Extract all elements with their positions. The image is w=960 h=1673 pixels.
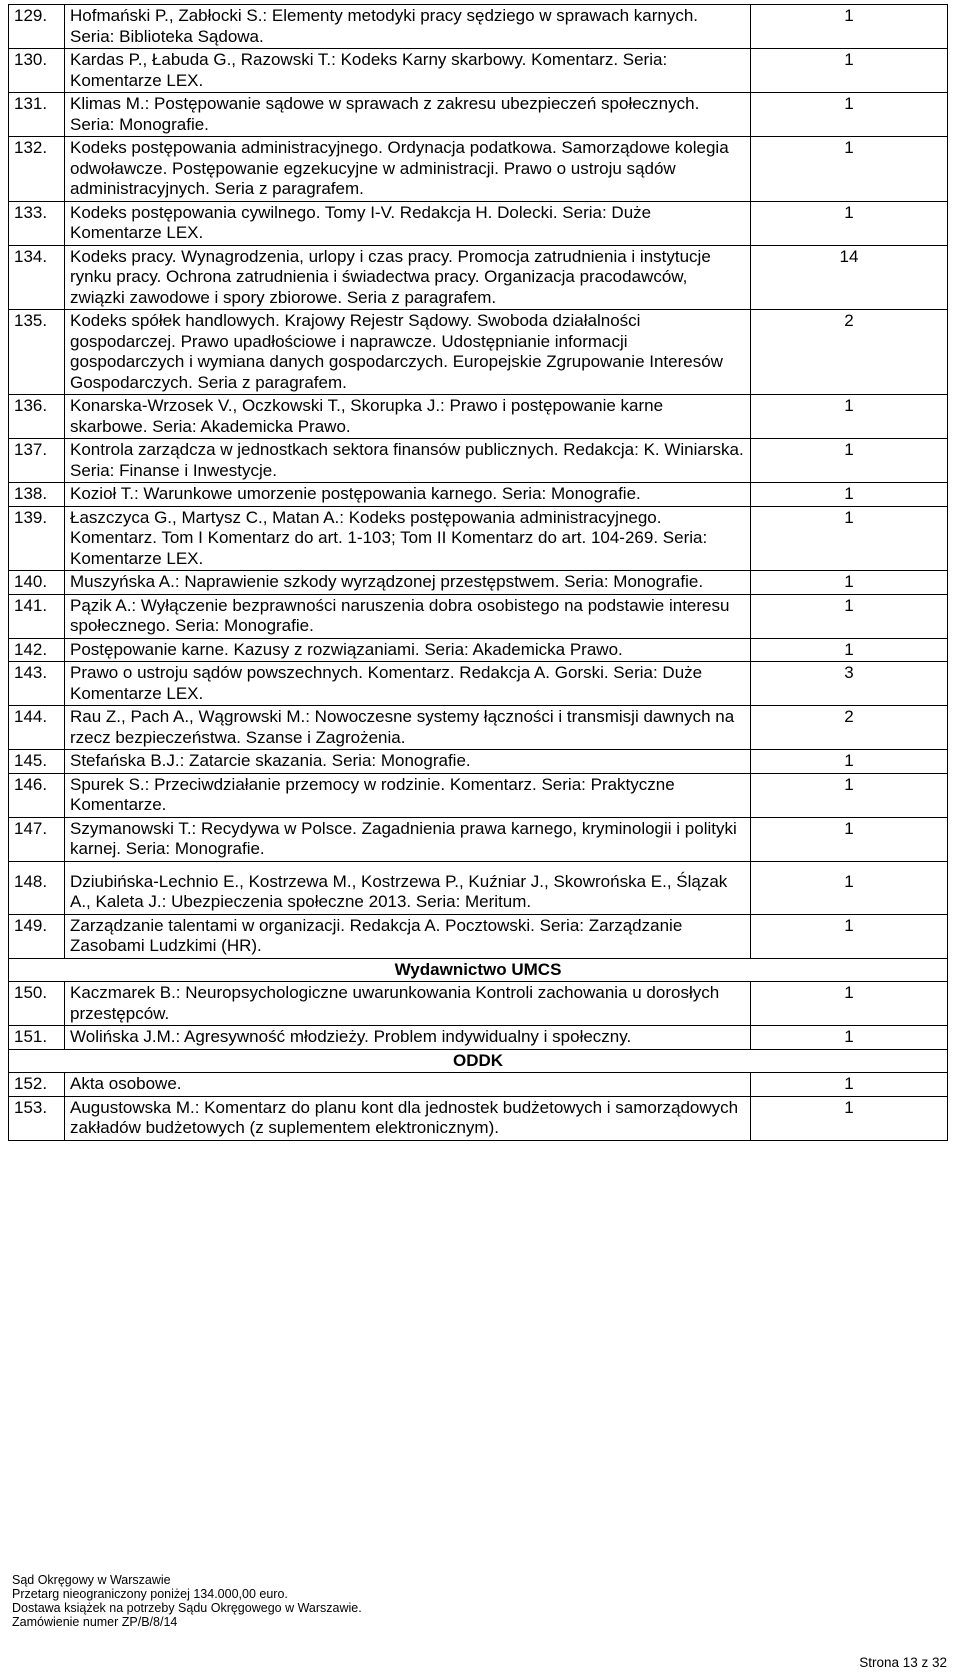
book-title: Dziubińska-Lechnio E., Kostrzewa M., Kostrzewa P., Kuźniar J., Skowrońska E., Ślązak A., Kaleta J.: Ubezpieczenia społeczne 2013. Seria: Meritum. <box>65 861 751 914</box>
table-row <box>9 483 948 507</box>
row-number: 135. <box>9 310 65 395</box>
quantity: 1 <box>751 439 948 483</box>
book-title: Prawo o ustroju sądów powszechnych. Komentarz. Redakcja A. Gorski. Seria: Duże Komentarze LEX. <box>65 662 751 706</box>
quantity: 1 <box>751 914 948 958</box>
footer-court-name: Sąd Okręgowy w Warszawie <box>12 1573 171 1587</box>
table-row <box>9 137 948 202</box>
table-row <box>9 571 948 595</box>
book-title: Kaczmarek B.: Neuropsychologiczne uwarunkowania Kontroli zachowania u dorosłych przestępców. <box>65 982 751 1026</box>
row-number: 146. <box>9 773 65 817</box>
book-title: Szymanowski T.: Recydywa w Polsce. Zagadnienia prawa karnego, kryminologii i polityki karnej. Seria: Monografie. <box>65 817 751 861</box>
row-number: 141. <box>9 594 65 638</box>
table-row <box>9 310 948 395</box>
section-row <box>9 958 948 982</box>
row-number: 152. <box>9 1073 65 1097</box>
book-title: Pązik A.: Wyłączenie bezprawności naruszenia dobra osobistego na podstawie interesu społecznego. Seria: Monografie. <box>65 594 751 638</box>
book-title: Kodeks postępowania cywilnego. Tomy I-V. Redakcja H. Dolecki. Seria: Duże Komentarze LEX. <box>65 201 751 245</box>
page-number: Strona 13 z 32 <box>859 1655 947 1670</box>
footer-delivery-info: Dostawa książek na potrzeby Sądu Okręgowego w Warszawie. <box>12 1601 362 1615</box>
row-number: 143. <box>9 662 65 706</box>
quantity: 1 <box>751 49 948 93</box>
quantity: 1 <box>751 594 948 638</box>
quantity: 1 <box>751 750 948 774</box>
quantity: 14 <box>751 245 948 310</box>
quantity: 1 <box>751 861 948 914</box>
table-row <box>9 439 948 483</box>
footer-order-number: Zamówienie numer ZP/B/8/14 <box>12 1615 178 1629</box>
row-number: 134. <box>9 245 65 310</box>
book-title: Postępowanie karne. Kazusy z rozwiązaniami. Seria: Akademicka Prawo. <box>65 638 751 662</box>
row-number: 147. <box>9 817 65 861</box>
quantity: 1 <box>751 638 948 662</box>
table-row <box>9 750 948 774</box>
table-row <box>9 594 948 638</box>
footer-tender-info: Przetarg nieograniczony poniżej 134.000,00 euro. <box>12 1587 288 1601</box>
quantity: 1 <box>751 201 948 245</box>
section-row <box>9 1049 948 1073</box>
row-number: 145. <box>9 750 65 774</box>
row-number: 151. <box>9 1026 65 1050</box>
quantity: 2 <box>751 310 948 395</box>
row-number: 142. <box>9 638 65 662</box>
quantity: 1 <box>751 817 948 861</box>
quantity: 1 <box>751 137 948 202</box>
table-row <box>9 506 948 571</box>
book-title: Kodeks postępowania administracyjnego. Ordynacja podatkowa. Samorządowe kolegia odwoławcze. Postępowanie egzekucyjne w administracji. Prawo o ustroju sądów administracyjnych. Seria z paragrafem. <box>65 137 751 202</box>
quantity: 1 <box>751 1026 948 1050</box>
book-title: Kodeks spółek handlowych. Krajowy Rejestr Sądowy. Swoboda działalności gospodarczej. Prawo upadłościowe i naprawcze. Udostępnianie informacji gospodarczych i wymiana danych gospodarczych. Europejskie Zgrupowanie Interesów Gospodarczych. Seria z paragrafem. <box>65 310 751 395</box>
book-title: Konarska-Wrzosek V., Oczkowski T., Skorupka J.: Prawo i postępowanie karne skarbowe. Seria: Akademicka Prawo. <box>65 395 751 439</box>
section-heading-oddk: ODDK <box>9 1049 948 1073</box>
row-number: 148. <box>9 861 65 914</box>
row-number: 131. <box>9 93 65 137</box>
book-title: Kontrola zarządcza w jednostkach sektora finansów publicznych. Redakcja: K. Winiarska. Seria: Finanse i Inwestycje. <box>65 439 751 483</box>
quantity: 1 <box>751 982 948 1026</box>
row-number: 150. <box>9 982 65 1026</box>
quantity: 1 <box>751 395 948 439</box>
row-number: 144. <box>9 706 65 750</box>
quantity: 1 <box>751 1073 948 1097</box>
book-title: Hofmański P., Zabłocki S.: Elementy metodyki pracy sędziego w sprawach karnych. Seria: Biblioteka Sądowa. <box>65 5 751 49</box>
table-row <box>9 245 948 310</box>
table-row <box>9 1073 948 1097</box>
row-number: 139. <box>9 506 65 571</box>
table-row <box>9 638 948 662</box>
row-number: 153. <box>9 1096 65 1140</box>
book-title: Wolińska J.M.: Agresywność młodzieży. Problem indywidualny i społeczny. <box>65 1026 751 1050</box>
table-row <box>9 914 948 958</box>
table-row <box>9 1096 948 1140</box>
row-number: 149. <box>9 914 65 958</box>
table-row <box>9 93 948 137</box>
table-row <box>9 817 948 861</box>
quantity: 1 <box>751 773 948 817</box>
book-title: Muszyńska A.: Naprawienie szkody wyrządzonej przestępstwem. Seria: Monografie. <box>65 571 751 595</box>
row-number: 132. <box>9 137 65 202</box>
row-number: 129. <box>9 5 65 49</box>
row-number: 137. <box>9 439 65 483</box>
quantity: 3 <box>751 662 948 706</box>
book-title: Kozioł T.: Warunkowe umorzenie postępowania karnego. Seria: Monografie. <box>65 483 751 507</box>
quantity: 1 <box>751 5 948 49</box>
book-title: Kodeks pracy. Wynagrodzenia, urlopy i czas pracy. Promocja zatrudnienia i instytucje rynku pracy. Ochrona zatrudnienia i świadectwa pracy. Organizacja pracodawców, związki zawodowe i spory zbiorowe. Seria z paragrafem. <box>65 245 751 310</box>
table-body <box>9 5 948 1141</box>
book-title: Rau Z., Pach A., Wągrowski M.: Nowoczesne systemy łączności i transmisji dawnych na rzecz bezpieczeństwa. Szanse i Zagrożenia. <box>65 706 751 750</box>
row-number: 138. <box>9 483 65 507</box>
table-row <box>9 1026 948 1050</box>
table-row <box>9 662 948 706</box>
table-row <box>9 773 948 817</box>
book-title: Klimas M.: Postępowanie sądowe w sprawach z zakresu ubezpieczeń społecznych. Seria: Monografie. <box>65 93 751 137</box>
quantity: 1 <box>751 483 948 507</box>
book-title: Stefańska B.J.: Zatarcie skazania. Seria: Monografie. <box>65 750 751 774</box>
table-row <box>9 5 948 49</box>
table-row <box>9 982 948 1026</box>
row-number: 130. <box>9 49 65 93</box>
quantity: 1 <box>751 1096 948 1140</box>
table-row <box>9 706 948 750</box>
page-footer <box>12 1573 947 1629</box>
row-number: 140. <box>9 571 65 595</box>
row-number: 136. <box>9 395 65 439</box>
book-title: Łaszczyca G., Martysz C., Matan A.: Kodeks postępowania administracyjnego. Komentarz. Tom I Komentarz do art. 1-103; Tom II Komentarz do art. 104-269. Seria: Komentarze LEX. <box>65 506 751 571</box>
section-heading-umcs: Wydawnictwo UMCS <box>9 958 948 982</box>
book-title: Zarządzanie talentami w organizacji. Redakcja A. Pocztowski. Seria: Zarządzanie Zasobami Ludzkimi (HR). <box>65 914 751 958</box>
table-row <box>9 201 948 245</box>
table-row <box>9 395 948 439</box>
book-title: Augustowska M.: Komentarz do planu kont dla jednostek budżetowych i samorządowych zakładów budżetowych (z suplementem elektronicznym). <box>65 1096 751 1140</box>
table-row <box>9 861 948 914</box>
book-title: Spurek S.: Przeciwdziałanie przemocy w rodzinie. Komentarz. Seria: Praktyczne Komentarze. <box>65 773 751 817</box>
book-title: Akta osobowe. <box>65 1073 751 1097</box>
table-row <box>9 49 948 93</box>
book-title: Kardas P., Łabuda G., Razowski T.: Kodeks Karny skarbowy. Komentarz. Seria: Komentarze LEX. <box>65 49 751 93</box>
book-order-table <box>8 4 948 1141</box>
quantity: 1 <box>751 93 948 137</box>
quantity: 1 <box>751 506 948 571</box>
quantity: 1 <box>751 571 948 595</box>
row-number: 133. <box>9 201 65 245</box>
quantity: 2 <box>751 706 948 750</box>
